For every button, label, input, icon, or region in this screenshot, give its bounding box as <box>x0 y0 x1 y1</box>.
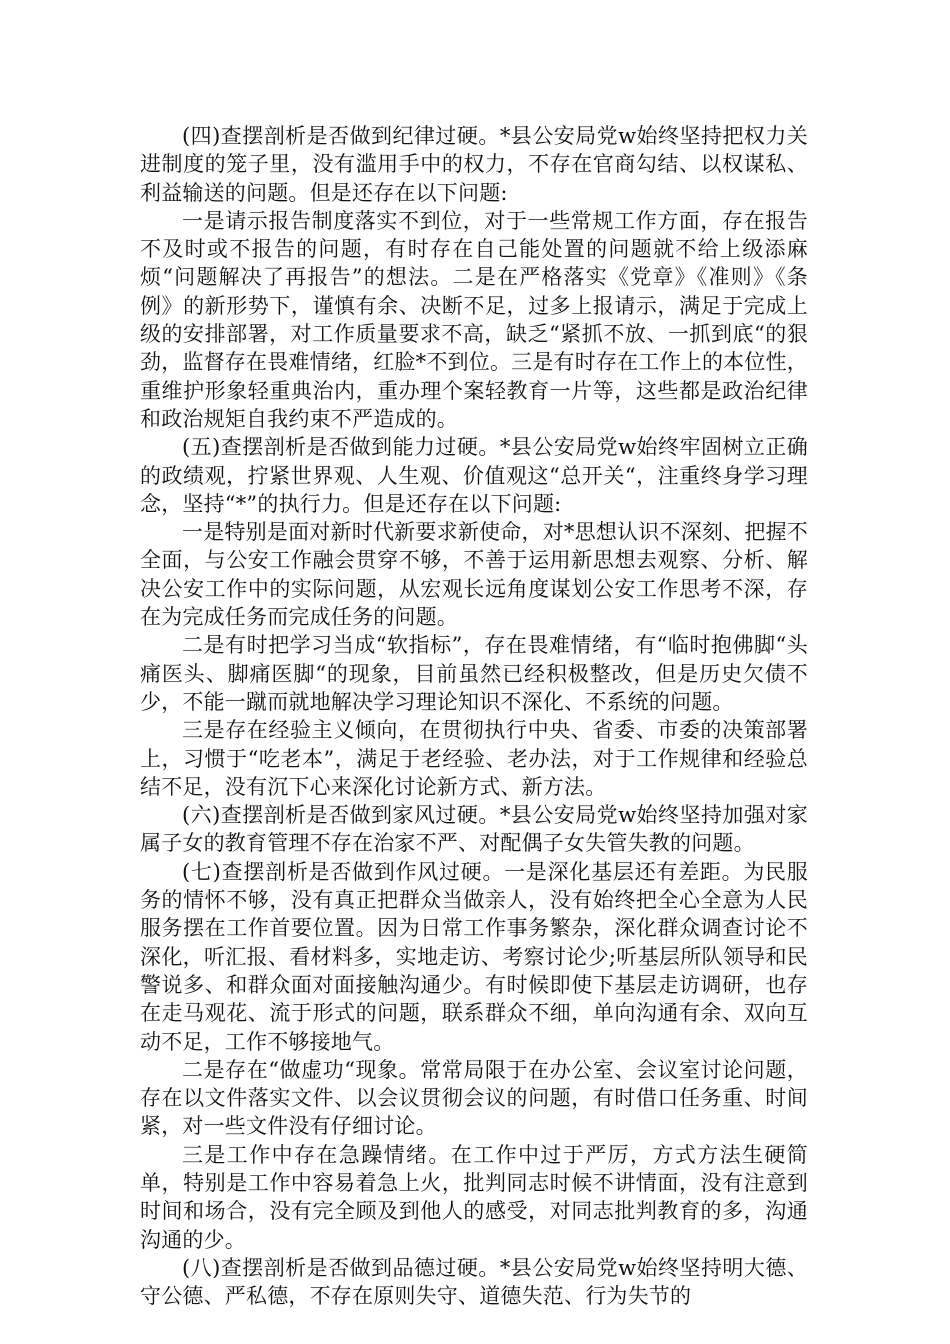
paragraph-ability-issue-1: 一是特别是面对新时代新要求新使命，对*思想认识不深刻、把握不全面，与公安工作融会贯穿不够，不善于运用新思想去观察、分析、解决公安工作中的实际问题，从宏观长远角度谋划公安工作思考不深，存在为完成任务而完成任务的问题。 <box>140 520 808 630</box>
paragraph-ability-issue-3: 三是存在经验主义倾向，在贯彻执行中央、省委、市委的决策部署上，习惯于“吃老本”，满足于老经验、老办法，对于工作规律和经验总结不足，没有沉下心来深化讨论新方式、新方法。 <box>140 718 808 799</box>
paragraph-style-issue-3: 三是工作中存在急躁情绪。在工作中过于严厉，方式方法生硬简单，特别是工作中容易着急上火，批判同志时候不讲情面，没有注意到时间和场合，没有完全顾及到他人的感受，对同志批判教育的多，沟通沟通的少。 <box>140 1142 808 1252</box>
paragraph-family: (六)查摆剖析是否做到家风过硬。*县公安局党w始终坚持加强对家属子女的教育管理不存在治家不严、对配偶子女失管失教的问题。 <box>140 803 808 856</box>
document-body <box>140 122 808 1310</box>
paragraph-discipline-issues: 一是请示报告制度落实不到位，对于一些常规工作方面，存在报告不及时或不报告的问题，有时存在自己能处置的问题就不给上级添麻烦“问题解决了再报告”的想法。二是在严格落实《党章》《准则》《条例》的新形势下，谨慎有余、决断不足，过多上报请示，满足于完成上级的安排部署，对工作质量要求不高，缺乏“紧抓不放、一抓到底“的狠劲，监督存在畏难情绪，红脸*不到位。三是有时存在工作上的本位性，重维护形象轻重典治内，重办理个案轻教育一片等，这些都是政治纪律和政治规矩自我约束不严造成的。 <box>140 208 808 431</box>
paragraph-style-issue-2: 二是存在“做虚功“现象。常常局限于在办公室、会议室讨论问题，存在以文件落实文件、以会议贯彻会议的问题，有时借口任务重、时间紧，对一些文件没有仔细讨论。 <box>140 1057 808 1139</box>
paragraph-style: (七)查摆剖析是否做到作风过硬。一是深化基层还有差距。为民服务的情怀不够，没有真正把群众当做亲人，没有始终把全心全意为人民服务摆在工作首要位置。因为日常工作事务繁杂，深化群众调查讨论不深化，听汇报、看材料多，实地走访、考察讨论少;听基层所队领导和民警说多、和群众面对面接触沟通少。有时候即使下基层走访调研，也存在走马观花、流于形式的问题，联系群众不细，单向沟通有余、双向互动不足，工作不够接地气。 <box>140 859 808 1054</box>
paragraph-discipline: (四)查摆剖析是否做到纪律过硬。*县公安局党w始终坚持把权力关进制度的笼子里，没有滥用手中的权力，不存在官商勾结、以权谋私、利益输送的问题。但是还存在以下问题: <box>140 124 808 205</box>
paragraph-ability: (五)查摆剖析是否做到能力过硬。*县公安局党w始终牢固树立正确的政绩观，拧紧世界观、人生观、价值观这“总开关“，注重终身学习理念，坚持“*”的执行力。但是还存在以下问题: <box>140 435 808 516</box>
paragraph-morality: (八)查摆剖析是否做到品德过硬。*县公安局党w始终坚持明大德、守公德、严私德，不存在原则失守、道德失范、行为失节的 <box>140 1255 808 1309</box>
paragraph-ability-issue-2: 二是有时把学习当成“软指标”，存在畏难情绪，有“临时抱佛脚“头痛医头、脚痛医脚“的现象，目前虽然已经积极整改，但是历史欠债不少，不能一蹴而就地解决学习理论知识不深化、不系统的问题。 <box>140 633 808 714</box>
